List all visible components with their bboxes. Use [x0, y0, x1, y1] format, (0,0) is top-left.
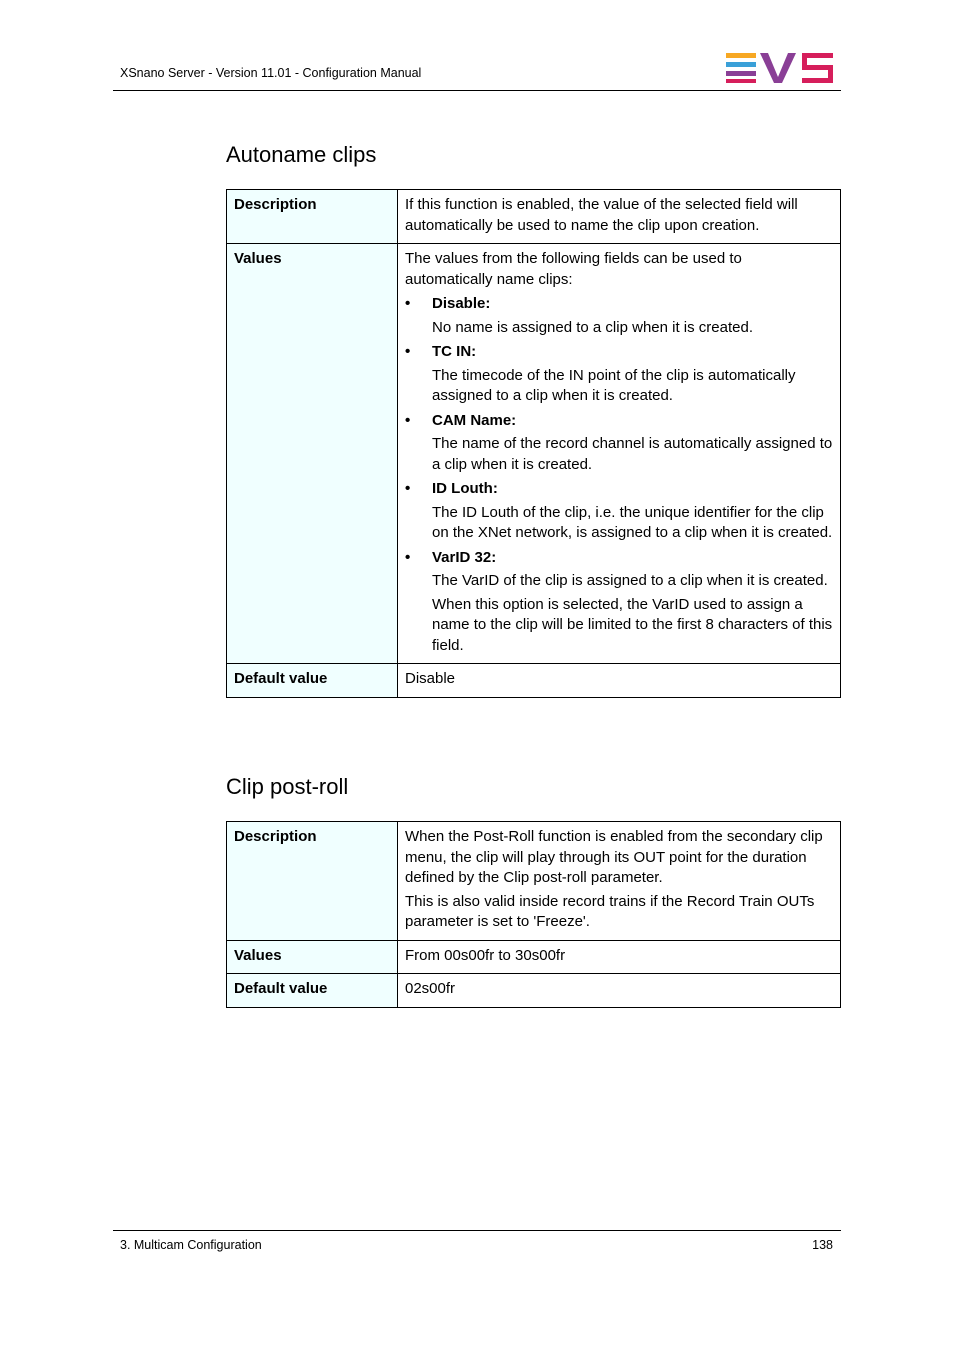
table-row: [227, 940, 841, 974]
clip-post-roll-table: [226, 821, 841, 1008]
list-item: [405, 342, 833, 407]
values-intro: The values from the following fields can be used to automatically name clips:: [405, 250, 742, 288]
table-row: [227, 822, 841, 941]
list-item: [405, 548, 833, 657]
description-note: This is also valid inside record trains if the Record Train OUTs parameter is set to 'Freeze'.: [405, 892, 815, 930]
list-item-desc: The VarID of the clip is assigned to a clip when it is created.: [432, 572, 828, 589]
list-item-label: TC IN:: [432, 343, 477, 360]
bullet: •: [405, 480, 411, 497]
description-text: When the Post-Roll function is enabled from the secondary clip menu, the clip will play through its OUT point for the duration defined by the Clip post-roll parameter.: [405, 828, 823, 886]
list-item: [405, 294, 833, 338]
table-row: [227, 974, 841, 1008]
footer-divider: [113, 1230, 841, 1231]
list-item-desc: The name of the record channel is automatically assigned to a clip when it is created.: [432, 435, 833, 473]
list-item-desc: The ID Louth of the clip, i.e. the unique identifier for the clip on the XNet network, is assigned to a clip when it is created.: [432, 503, 833, 541]
list-item: [405, 411, 833, 476]
table-row: [227, 190, 841, 244]
row-value: [398, 244, 841, 664]
autoname-clips-table: [226, 189, 841, 698]
list-item-label: CAM Name:: [432, 411, 517, 429]
row-value: Disable: [398, 664, 841, 698]
list-item-label: Disable:: [432, 295, 491, 312]
evs-logo: [726, 53, 834, 83]
bullet: •: [405, 411, 411, 429]
row-label: Default value: [227, 974, 398, 1008]
row-label: Default value: [227, 664, 398, 698]
row-value: [398, 822, 841, 941]
list-item-desc: The timecode of the IN point of the clip is automatically assigned to a clip when it is created.: [432, 366, 796, 404]
table-row: [227, 664, 841, 698]
header-divider: [113, 90, 841, 91]
list-item-label: ID Louth:: [432, 480, 498, 497]
list-item-note: When this option is selected, the VarID used to assign a name to the clip will be limited to the first 8 characters of this field.: [432, 595, 833, 654]
row-value: From 00s00fr to 30s00fr: [398, 940, 841, 974]
bullet: •: [405, 343, 411, 360]
bullet: •: [405, 295, 411, 312]
list-item: [405, 479, 833, 544]
row-label: Description: [227, 822, 398, 941]
section-title-autoname-clips: Autoname clips: [226, 142, 377, 167]
row-label: Values: [227, 940, 398, 974]
page-number: 138: [812, 1238, 833, 1252]
row-label: Description: [227, 190, 398, 244]
row-value: [398, 190, 841, 244]
section-title-clip-post-roll: Clip post-roll: [226, 774, 349, 799]
list-item-label: VarID 32:: [432, 548, 497, 566]
description-text: If this function is enabled, the value of the selected field will automatically be used to name the clip upon creation.: [405, 196, 798, 234]
table-row: [227, 244, 841, 664]
document-header-title: XSnano Server - Version 11.01 - Configuration Manual: [120, 66, 422, 80]
list-item-desc: No name is assigned to a clip when it is created.: [432, 318, 753, 336]
row-label: Values: [227, 244, 398, 664]
footer-chapter: 3. Multicam Configuration: [120, 1238, 262, 1252]
bullet: •: [405, 548, 411, 566]
row-value: 02s00fr: [398, 974, 841, 1008]
